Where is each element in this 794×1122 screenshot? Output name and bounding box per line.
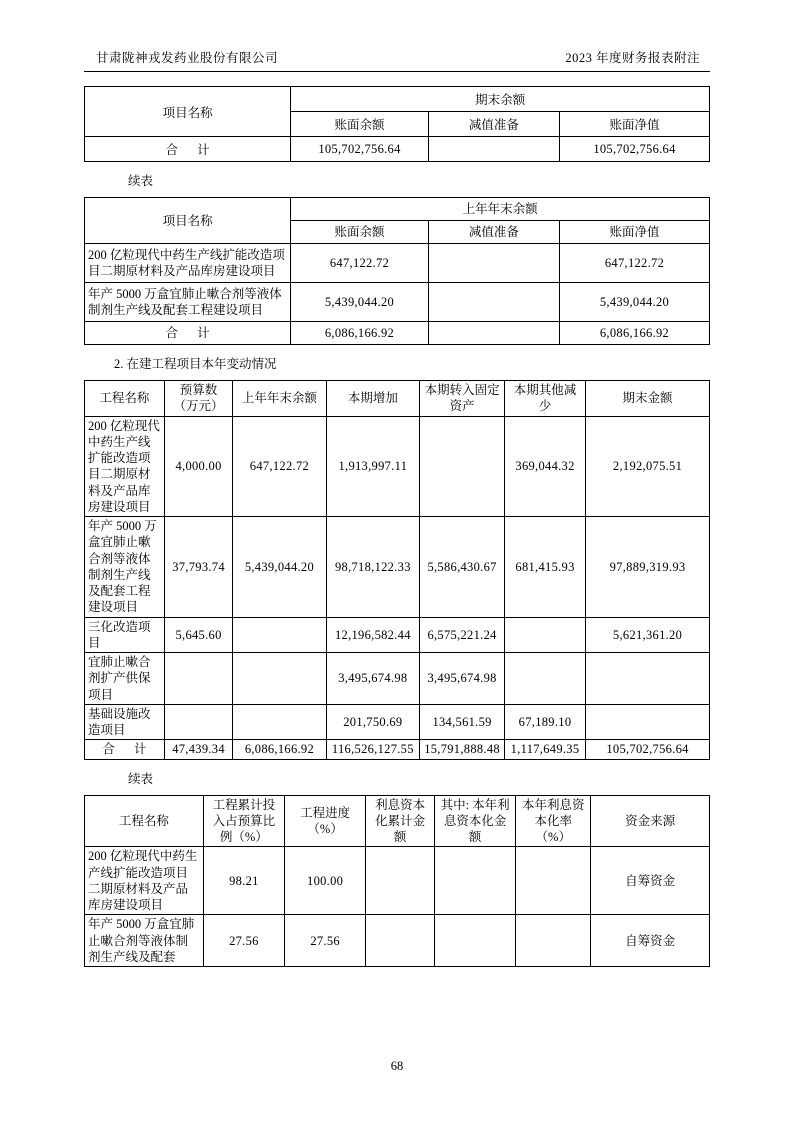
cell-to-fixed-assets: 3,495,674.98 — [420, 653, 505, 705]
header-doc-title: 2023 年度财务报表附注 — [565, 51, 700, 65]
cell-investment-ratio: 98.21 — [203, 847, 284, 915]
cell-budget — [164, 704, 233, 740]
cell-book-balance: 105,702,756.64 — [291, 137, 429, 162]
row-label-project: 200 亿粒现代中药生产线扩能改造项目二期原材料及产品库房建设项目 — [85, 416, 165, 517]
cell-net-value: 5,439,044.20 — [560, 283, 710, 322]
table-row — [85, 87, 710, 112]
cell-impairment — [428, 137, 559, 162]
col-header-interest-cap-rate: 本年利息资本化率（%） — [516, 795, 591, 847]
cell-prev-year-end: 647,122.72 — [233, 416, 326, 517]
col-header-prev-year-end: 上年年末余额 — [233, 381, 326, 417]
cell-period-end: 97,889,319.93 — [586, 517, 710, 618]
cell-book-balance: 6,086,166.92 — [291, 322, 429, 345]
table-construction-progress-wrap — [84, 795, 710, 968]
table-construction-changes-wrap — [84, 380, 710, 760]
page-header — [84, 48, 710, 72]
cell-progress: 100.00 — [285, 847, 366, 915]
cell-period-end: 105,702,756.64 — [586, 740, 710, 759]
cell-to-fixed-assets: 15,791,888.48 — [420, 740, 505, 759]
cell-period-end — [586, 653, 710, 705]
table-row — [85, 915, 710, 967]
cell-budget: 4,000.00 — [164, 416, 233, 517]
table-prev-year-end-balance — [84, 197, 710, 345]
continued-label-2: 续表 — [128, 771, 154, 786]
col-header-increase: 本期增加 — [326, 381, 420, 417]
cell-interest-cap-rate — [516, 915, 591, 967]
row-label-total: 合 计 — [85, 137, 291, 162]
cell-prev-year-end — [233, 704, 326, 740]
table-prev-year-end-balance-wrap — [84, 197, 710, 345]
row-label-project: 200 亿粒现代中药生产线扩能改造项目二期原材料及产品库房建设项目 — [85, 244, 291, 283]
header-company: 甘肃陇神戎发药业股份有限公司 — [96, 51, 279, 65]
cell-budget: 37,793.74 — [164, 517, 233, 618]
row-label-project: 年产 5000 万盒宜肺止嗽合剂等液体制剂生产线及配套工程建设项目 — [85, 517, 165, 618]
cell-other-decrease: 369,044.32 — [504, 416, 585, 517]
col-header-book-balance: 账面余额 — [291, 112, 429, 137]
table-row — [85, 653, 710, 705]
table-row — [85, 198, 710, 221]
cell-prev-year-end — [233, 617, 326, 653]
col-header-period-end: 期末金额 — [586, 381, 710, 417]
cell-other-decrease — [504, 617, 585, 653]
table-row — [85, 704, 710, 740]
table-construction-changes — [84, 380, 710, 760]
row-label-project: 年产 5000 万盒宜肺止嗽合剂等液体制剂生产线及配套工程建设项目 — [85, 283, 291, 322]
col-header-interest-cap-year: 其中: 本年利息资本化金额 — [435, 795, 516, 847]
row-label-total: 合 计 — [85, 740, 165, 759]
continued-label-1: 续表 — [128, 174, 154, 188]
cell-net-value: 647,122.72 — [560, 244, 710, 283]
table-row — [85, 617, 710, 653]
cell-period-end — [586, 704, 710, 740]
cell-other-decrease: 681,415.93 — [504, 517, 585, 618]
cell-increase: 116,526,127.55 — [326, 740, 420, 759]
col-header-other-decrease: 本期其他减少 — [504, 381, 585, 417]
col-header-impairment: 减值准备 — [428, 221, 559, 244]
table-row — [85, 795, 710, 847]
table-row — [85, 381, 710, 417]
col-header-to-fixed-assets: 本期转入固定资产 — [420, 381, 505, 417]
table-row — [85, 137, 710, 162]
col-header-budget: 预算数（万元） — [164, 381, 233, 417]
cell-interest-cap-total — [366, 915, 435, 967]
col-header-project-name: 工程名称 — [85, 795, 204, 847]
cell-budget — [164, 653, 233, 705]
cell-other-decrease: 67,189.10 — [504, 704, 585, 740]
cell-impairment — [428, 322, 559, 345]
col-header-investment-ratio: 工程累计投入占预算比例（%） — [203, 795, 284, 847]
row-label-project: 200 亿粒现代中药生产线扩能改造项目二期原材料及产品库房建设项目 — [85, 847, 204, 915]
cell-investment-ratio: 27.56 — [203, 915, 284, 967]
row-label-project: 宜肺止嗽合剂扩产供保项目 — [85, 653, 165, 705]
table-row — [85, 283, 710, 322]
cell-other-decrease — [504, 653, 585, 705]
cell-interest-cap-year — [435, 847, 516, 915]
table-period-end-balance-wrap — [84, 86, 710, 162]
section-label-2: 2. 在建工程项目本年变动情况 — [114, 357, 277, 371]
col-header-project: 项目名称 — [85, 198, 291, 244]
row-label-project: 三化改造项目 — [85, 617, 165, 653]
col-header-net-value: 账面净值 — [560, 221, 710, 244]
cell-progress: 27.56 — [285, 915, 366, 967]
col-header-project: 项目名称 — [85, 87, 291, 137]
cell-book-balance: 5,439,044.20 — [291, 283, 429, 322]
cell-funding-source: 自筹资金 — [591, 915, 710, 967]
cell-budget: 5,645.60 — [164, 617, 233, 653]
col-header-net-value: 账面净值 — [560, 112, 710, 137]
cell-net-value: 6,086,166.92 — [560, 322, 710, 345]
cell-prev-year-end: 5,439,044.20 — [233, 517, 326, 618]
cell-prev-year-end: 6,086,166.92 — [233, 740, 326, 759]
cell-interest-cap-year — [435, 915, 516, 967]
col-header-interest-cap-total: 利息资本化累计金额 — [366, 795, 435, 847]
cell-interest-cap-rate — [516, 847, 591, 915]
cell-funding-source: 自筹资金 — [591, 847, 710, 915]
table-construction-progress — [84, 795, 710, 968]
table-row — [85, 416, 710, 517]
cell-budget: 47,439.34 — [164, 740, 233, 759]
col-header-impairment: 减值准备 — [428, 112, 559, 137]
page-number: 68 — [390, 1059, 404, 1073]
cell-impairment — [428, 283, 559, 322]
cell-increase: 12,196,582.44 — [326, 617, 420, 653]
cell-period-end: 2,192,075.51 — [586, 416, 710, 517]
cell-to-fixed-assets: 6,575,221.24 — [420, 617, 505, 653]
row-label-project: 基础设施改造项目 — [85, 704, 165, 740]
cell-net-value: 105,702,756.64 — [560, 137, 710, 162]
row-label-project: 年产 5000 万盒宜肺止嗽合剂等液体制剂生产线及配套 — [85, 915, 204, 967]
cell-increase: 201,750.69 — [326, 704, 420, 740]
col-group-header-prev-year-end: 上年年末余额 — [291, 198, 710, 221]
cell-book-balance: 647,122.72 — [291, 244, 429, 283]
cell-increase: 1,913,997.11 — [326, 416, 420, 517]
cell-increase: 3,495,674.98 — [326, 653, 420, 705]
table-period-end-balance — [84, 86, 710, 162]
col-header-progress: 工程进度（%） — [285, 795, 366, 847]
cell-prev-year-end — [233, 653, 326, 705]
col-header-book-balance: 账面余额 — [291, 221, 429, 244]
table-row — [85, 740, 710, 759]
col-header-funding-source: 资金来源 — [591, 795, 710, 847]
col-group-header-period-end: 期末余额 — [291, 87, 710, 112]
cell-to-fixed-assets: 5,586,430.67 — [420, 517, 505, 618]
cell-increase: 98,718,122.33 — [326, 517, 420, 618]
table-row — [85, 517, 710, 618]
table-row — [85, 847, 710, 915]
col-header-project-name: 工程名称 — [85, 381, 165, 417]
table-row — [85, 322, 710, 345]
cell-interest-cap-total — [366, 847, 435, 915]
cell-other-decrease: 1,117,649.35 — [504, 740, 585, 759]
cell-to-fixed-assets — [420, 416, 505, 517]
table-row — [85, 244, 710, 283]
cell-period-end: 5,621,361.20 — [586, 617, 710, 653]
cell-impairment — [428, 244, 559, 283]
row-label-total: 合 计 — [85, 322, 291, 345]
cell-to-fixed-assets: 134,561.59 — [420, 704, 505, 740]
